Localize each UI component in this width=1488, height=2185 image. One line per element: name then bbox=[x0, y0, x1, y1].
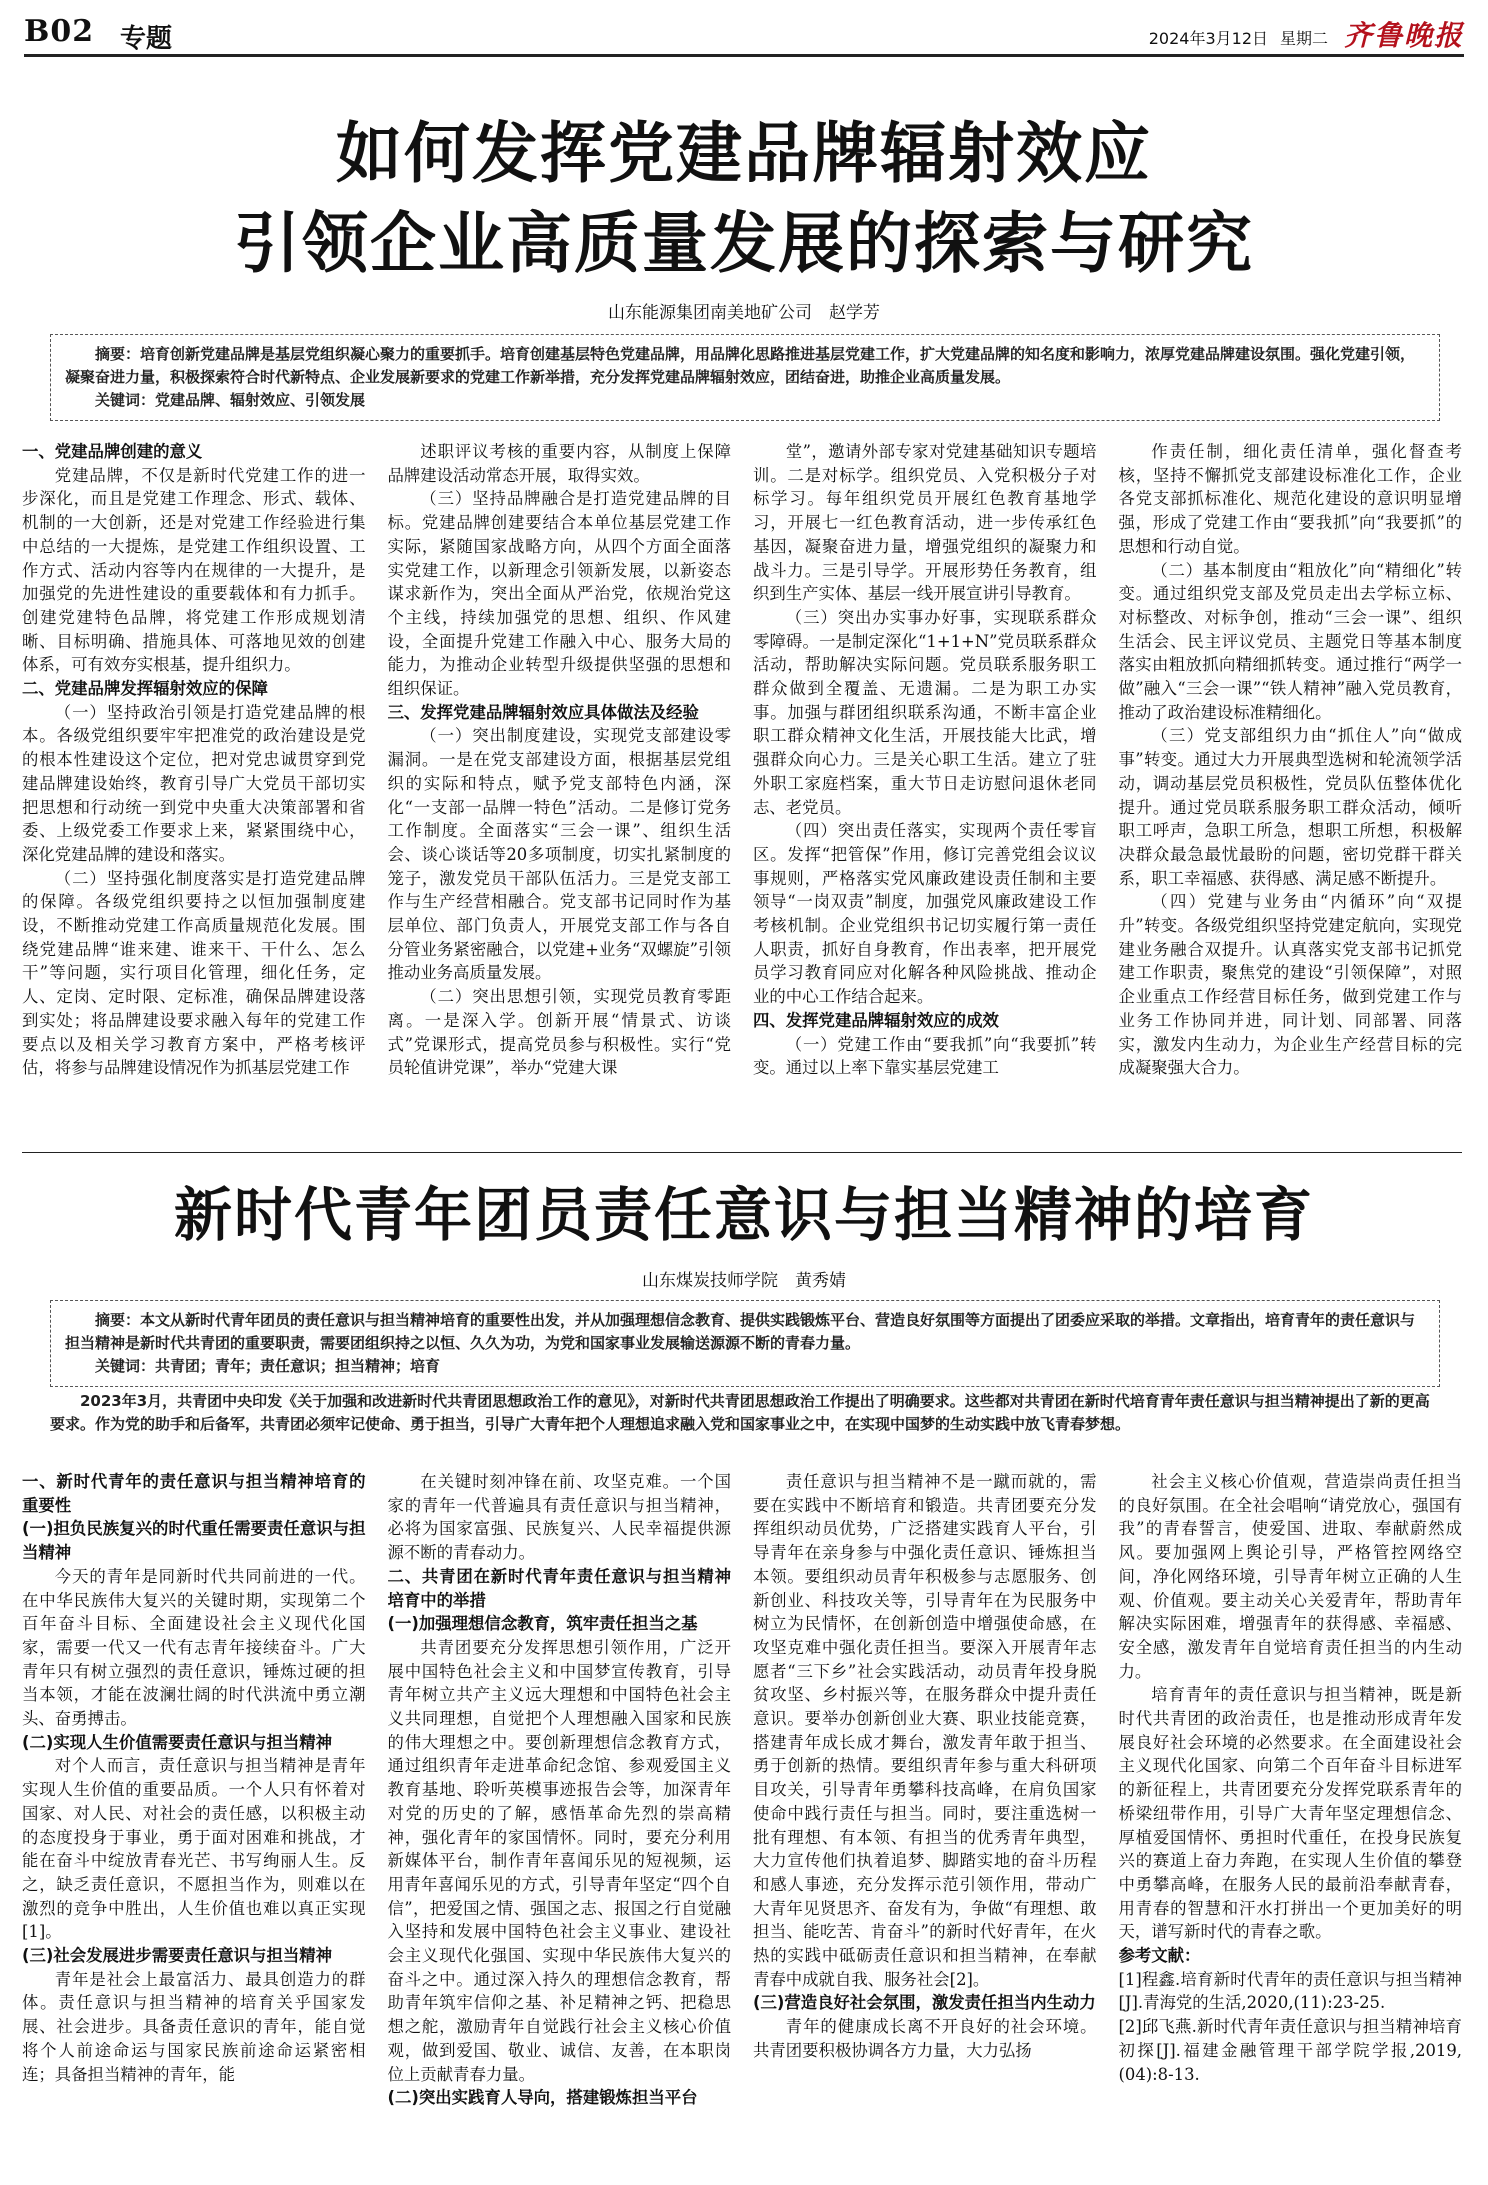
article1-byline: 山东能源集团南美地矿公司 赵学芳 bbox=[608, 303, 880, 323]
body-paragraph: （一）突出制度建设，实现党支部建设零漏洞。一是在党支部建设方面，根据基层党组织的实际和特点，赋予党支部特色内涵，深化“一支部一品牌一特色”活动。二是修订党务工作制度。全面落实“三会一课”、组织生活会、谈心谈话等20多项制度，切实扎紧制度的笼子，激发党员干部队伍活力。三是党支部工作与生产经营相融合。党支部书记同时作为基层单位、部门负责人，开展党支部工作与各自分管业务紧密融合，以党建+业务“双螺旋”引领推动业务高质量发展。 bbox=[387, 726, 731, 983]
article1-abstract-box bbox=[50, 334, 1440, 421]
article1-body bbox=[22, 440, 1462, 1142]
article2-title: 新时代青年团员责任意识与担当精神的培育 bbox=[173, 1181, 1314, 1249]
body-paragraph: （三）坚持品牌融合是打造党建品牌的目标。党建品牌创建要结合本单位基层党建工作实际，紧随国家战略方向，从四个方面全面落实党建工作，以新理念引领新发展，以新姿态谋求新作为，突出全面从严治党，依规治党这个主线，持续加强党的思想、组织、作风建设，全面提升党建工作融入中心、服务大局的能力，为推动企业转型升级提供坚强的思想和组织保证。 bbox=[387, 489, 731, 699]
reference-entry: [1]程鑫.培育新时代青年的责任意识与担当精神[J].青海党的生活,2020,(11):23-25. bbox=[1118, 1969, 1462, 2013]
article2-abstract-box bbox=[50, 1300, 1440, 1387]
article1-column-4 bbox=[1119, 440, 1463, 1142]
section-heading: 四、发挥党建品牌辐射效应的成效 bbox=[753, 1010, 999, 1030]
section-name: 专题 bbox=[120, 24, 173, 54]
page-number: B02 bbox=[24, 14, 95, 49]
body-paragraph: 堂”，邀请外部专家对党建基础知识专题培训。二是对标学。组织党员、入党积极分子对标学习。每年组织党员开展红色教育基地学习，开展七一红色教育活动，进一步传承红色基因，凝聚奋进力量，增强党组织的凝聚力和战斗力。三是引导学。开展形势任务教育，组织到生产实体、基层一线开展宣讲引导教育。 bbox=[753, 442, 1097, 604]
body-paragraph: 社会主义核心价值观，营造崇尚责任担当的良好氛围。在全社会唱响“请党放心，强国有我”的青春誓言，使爱国、进取、奉献蔚然成风。要加强网上舆论引导，严格管控网络空间，净化网络环境，引导青年树立正确的人生观、价值观。要主动关心关爱青年，帮助青年解决实际困难，增强青年的获得感、幸福感、安全感，激发青年自觉培育责任担当的内生动力。 bbox=[1118, 1472, 1462, 1681]
article2-abstract: 摘要：本文从新时代青年团员的责任意识与担当精神培育的重要性出发，并从加强理想信念教育、提供实践锻炼平台、营造良好氛围等方面提出了团委应采取的举措。文章指出，培育青年的责任意识与担当精神是新时代共青团的重要职责，需要团组织持之以恒、久久为功，为党和国家事业发展输送源源不断的青春力量。 bbox=[65, 1311, 1416, 1352]
section-heading: 一、新时代青年的责任意识与担当精神培育的重要性 bbox=[22, 1472, 366, 1515]
body-paragraph: 作责任制，细化责任清单，强化督查考核，坚持不懈抓党支部建设标准化工作，企业各党支部抓标准化、规范化建设的意识明显增强，形成了党建工作由“要我抓”向“我要抓”的思想和行动自觉。 bbox=[1118, 442, 1462, 556]
body-paragraph: 青年是社会上最富活力、最具创造力的群体。责任意识与担当精神的培育关乎国家发展、社会进步。具备责任意识的青年，能自觉将个人前途命运与国家民族前途命运紧密相连；具备担当精神的青年，能 bbox=[22, 1969, 366, 2084]
body-paragraph: 党建品牌，不仅是新时代党建工作的进一步深化，而且是党建工作理念、形式、载体、机制的一大创新，还是对党建工作经验进行集中总结的一大提炼，是党建工作组织设置、工作方式、活动内容等内在规律的一大提升，是加强党的先进性建设的重要载体和有力抓手。创建党建特色品牌，将党建工作形成规划清晰、目标明确、措施具体、可落地见效的创建体系，可有效夯实根基，提升组织力。 bbox=[22, 465, 366, 675]
article2-keywords: 关键词：共青团；青年；责任意识；担当精神；培育 bbox=[95, 1357, 441, 1375]
article-divider bbox=[22, 1152, 1462, 1153]
body-paragraph: （一）坚持政治引领是打造党建品牌的根本。各级党组织要牢牢把准党的政治建设是党的根本性建设这个定位，把对党忠诚贯穿到党建品牌建设始终，教育引导广大党员干部切实把思想和行动统一到党中央重大决策部署和省委、上级党委工作要求上来，紧紧围绕中心，深化党建品牌的建设和落实。 bbox=[22, 702, 366, 864]
section-heading: (一)担负民族复兴的时代重任需要责任意识与担当精神 bbox=[22, 1519, 366, 1563]
section-heading: (二)突出实践育人导向，搭建锻炼担当平台 bbox=[387, 2088, 698, 2108]
body-paragraph: （二）基本制度由“粗放化”向“精细化”转变。通过组织党支部及党员走出去学标立标、对标整改、对标争创，推动“三会一课”、组织生活会、民主评议党员、主题党日等基本制度落实由粗放抓向精细抓转变。通过推行“两学一做”融入“三会一课”“铁人精神”融入党员教育，推动了政治建设标准精细化。 bbox=[1118, 560, 1462, 722]
body-paragraph: （三）突出办实事办好事，实现联系群众零障碍。一是制定深化“1+1+N”党员联系群众活动，帮助解决实际问题。党员联系服务职工群众做到全覆盖、无遗漏。二是为职工办实事。加强与群团组织联系沟通，不断丰富企业职工群众精神文化生活，开展技能大比武，增强群众向心力。三是关心职工生活。建立了驻外职工家庭档案，重大节日走访慰问退休老同志、老党员。 bbox=[753, 607, 1097, 817]
masthead bbox=[24, 14, 1464, 57]
article1-column-1 bbox=[22, 440, 366, 1142]
issue-date: 2024年3月12日 bbox=[1148, 29, 1268, 48]
section-heading: 三、发挥党建品牌辐射效应具体做法及经验 bbox=[387, 702, 699, 722]
section-heading: (二)实现人生价值需要责任意识与担当精神 bbox=[22, 1732, 333, 1752]
body-paragraph: 青年的健康成长离不开良好的社会环境。共青团要积极协调各方力量，大力弘扬 bbox=[753, 2017, 1097, 2060]
article2-column-4 bbox=[1119, 1470, 1463, 2172]
reference-entry: [2]邱飞燕.新时代青年责任意识与担当精神培育初探[J].福建金融管理干部学院学报,2019,(04):8-13. bbox=[1118, 2017, 1462, 2084]
body-paragraph: 培育青年的责任意识与担当精神，既是新时代共青团的政治责任，也是推动形成青年发展良好社会环境的必然要求。在全面建设社会主义现代化国家、向第二个百年奋斗目标进军的新征程上，共青团要充分发挥党联系青年的桥梁纽带作用，引导广大青年坚定理想信念、厚植爱国情怀、勇担时代重任，在投身民族复兴的赛道上奋力奔跑，在实现人生价值的攀登中勇攀高峰，在服务人民的最前沿奉献青春，用青春的智慧和汗水打拼出一个更加美好的明天，谱写新时代的青春之歌。 bbox=[1118, 1685, 1462, 1942]
issue-weekday: 星期二 bbox=[1279, 29, 1328, 48]
section-heading: 二、党建品牌发挥辐射效应的保障 bbox=[22, 679, 268, 699]
body-paragraph: 在关键时刻冲锋在前、攻坚克难。一个国家的青年一代普遍具有责任意识与担当精神，必将为国家富强、民族复兴、人民幸福提供源源不断的青春动力。 bbox=[387, 1472, 731, 1563]
newspaper-logo: 齐鲁晚报 bbox=[1343, 19, 1464, 52]
article2-body bbox=[22, 1470, 1462, 2172]
section-heading: (一)加强理想信念教育，筑牢责任担当之基 bbox=[387, 1614, 698, 1634]
body-paragraph: （四）突出责任落实，实现两个责任零盲区。发挥“把管保”作用，修订完善党组会议议事规则，严格落实党风廉政建设责任制和主要领导“一岗双责”制度，加强党风廉政建设工作考核机制。企业党组织书记切实履行第一责任人职责，抓好自身教育，作出表率，把开展党员学习教育同应对化解各种风险挑战、推动企业的中心工作结合起来。 bbox=[753, 821, 1097, 1007]
article2-column-1 bbox=[22, 1470, 366, 2172]
article1-title-line1: 如何发挥党建品牌辐射效应 bbox=[336, 114, 1152, 192]
article1-title-line2: 引领企业高质量发展的探索与研究 bbox=[234, 204, 1254, 282]
body-paragraph: 责任意识与担当精神不是一蹴而就的，需要在实践中不断培育和锻造。共青团要充分发挥组织动员优势，广泛搭建实践育人平台，引导青年在亲身参与中强化责任意识、锤炼担当本领。要组织动员青年积极参与志愿服务、创新创业、科技攻关等，引导青年在为民服务中树立为民情怀，在创新创造中增强使命感，在攻坚克难中强化责任担当。要深入开展青年志愿者“三下乡”社会实践活动，动员青年投身脱贫攻坚、乡村振兴等，在服务群众中提升责任意识。要举办创新创业大赛、职业技能竞赛，搭建青年成长成才舞台，激发青年敢于担当、勇于创新的热情。要组织青年参与重大科研项目攻关，引导青年勇攀科技高峰，在肩负国家使命中践行责任与担当。同时，要注重选树一批有理想、有本领、有担当的优秀青年典型，大力宣传他们执着追梦、脚踏实地的奋斗历程和感人事迹，充分发挥示范引领作用，带动广大青年见贤思齐、奋发有为，争做“有理想、敢担当、能吃苦、肯奋斗”的新时代好青年，在火热的实践中砥砺责任意识和担当精神，在奉献青春中成就自我、服务社会[2]。 bbox=[753, 1472, 1097, 1989]
section-heading: (三)社会发展进步需要责任意识与担当精神 bbox=[22, 1946, 333, 1966]
body-paragraph: 共青团要充分发挥思想引领作用，广泛开展中国特色社会主义和中国梦宣传教育，引导青年树立共产主义远大理想和中国特色社会主义共同理想，自觉把个人理想融入国家和民族的伟大理想之中。要创新理想信念教育方式，通过组织青年走进革命纪念馆、参观爱国主义教育基地、聆听英模事迹报告会等，加深青年对党的历史的了解，感悟革命先烈的崇高精神，强化青年的家国情怀。同时，要充分利用新媒体平台，制作青年喜闻乐见的短视频，运用青年喜闻乐见的方式，引导青年坚定“四个自信”，把爱国之情、强国之志、报国之行自觉融入坚持和发展中国特色社会主义事业、建设社会主义现代化强国、实现中华民族伟大复兴的奋斗之中。通过深入持久的理想信念教育，帮助青年筑牢信仰之基、补足精神之钙、把稳思想之舵，激励青年自觉践行社会主义核心价值观，做到爱国、敬业、诚信、友善，在本职岗位上贡献青春力量。 bbox=[387, 1637, 731, 2084]
article2-lead: 2023年3月，共青团中央印发《关于加强和改进新时代共青团思想政治工作的意见》，对新时代共青团思想政治工作提出了明确要求。这些都对共青团在新时代培育青年责任意识与担当精神提出了新的更高要求。作为党的助手和后备军，共青团必须牢记使命、勇于担当，引导广大青年把个人理想追求融入党和国家事业之中，在实现中国梦的生动实践中放飞青春梦想。 bbox=[50, 1392, 1430, 1433]
article1-keywords: 关键词：党建品牌、辐射效应、引领发展 bbox=[95, 391, 366, 409]
body-paragraph: （二）坚持强化制度落实是打造党建品牌的保障。各级党组织要持之以恒加强制度建设，不断推动党建工作高质量规范化发展。围绕党建品牌“谁来建、谁来干、干什么、怎么干”等问题，实行项目化管理，细化任务，定人、定岗、定时限、定标准，确保品牌建设落到实处；将品牌建设要求融入每年的党建工作要点以及相关学习教育方案中，严格考核评估，将参与品牌建设情况作为抓基层党建工作 bbox=[22, 868, 366, 1078]
body-paragraph: 述职评议考核的重要内容，从制度上保障品牌建设活动常态开展，取得实效。 bbox=[387, 442, 731, 485]
body-paragraph: （四）党建与业务由“内循环”向“双提升”转变。各级党组织坚持党建定航向，实现党建业务融合双提升。认真落实党支部书记抓党建工作职责，聚焦党的建设“引领保障”，对照企业重点工作经营目标任务，做到党建工作与业务工作协同并进，同计划、同部署、同落实，激发内生动力，为企业生产经营目标的完成凝聚强大合力。 bbox=[1118, 892, 1462, 1078]
section-heading: (三)营造良好社会氛围，激发责任担当内生动力 bbox=[753, 1993, 1096, 2013]
section-heading: 参考文献： bbox=[1118, 1946, 1201, 1966]
article1-column-3 bbox=[753, 440, 1097, 1142]
article2-column-3 bbox=[753, 1470, 1097, 2172]
article1-abstract: 摘要：培育创新党建品牌是基层党组织凝心聚力的重要抓手。培育创建基层特色党建品牌，用品牌化思路推进基层党建工作，扩大党建品牌的知名度和影响力，浓厚党建品牌建设氛围。强化党建引领，凝聚奋进力量，积极探索符合时代新特点、企业发展新要求的党建工作新举措，充分发挥党建品牌辐射效应，团结奋进，助推企业高质量发展。 bbox=[65, 345, 1416, 386]
article1-column-2 bbox=[388, 440, 732, 1142]
article2-column-2 bbox=[388, 1470, 732, 2172]
body-paragraph: （三）党支部组织力由“抓住人”向“做成事”转变。通过大力开展典型选树和轮流领学活动，调动基层党员积极性，党员队伍整体优化提升。通过党员联系服务职工群众活动，倾听职工呼声，急职工所急，想职工所想，积极解决群众最急最忧最盼的问题，密切党群干群关系，职工幸福感、获得感、满足感不断提升。 bbox=[1118, 726, 1462, 888]
article2-byline: 山东煤炭技师学院 黄秀婧 bbox=[642, 1271, 846, 1291]
section-heading: 一、党建品牌创建的意义 bbox=[22, 442, 203, 461]
section-heading: 二、共青团在新时代青年责任意识与担当精神培育中的举措 bbox=[387, 1566, 731, 1610]
body-paragraph: 对个人而言，责任意识与担当精神是青年实现人生价值的重要品质。一个人只有怀着对国家、对人民、对社会的责任感，以积极主动的态度投身于事业，勇于面对困难和挑战，才能在奋斗中绽放青春光芒、书写绚丽人生。反之，缺乏责任意识，不愿担当作为，则难以在激烈的竞争中胜出，人生价值也难以真正实现[1]。 bbox=[22, 1756, 366, 1942]
body-paragraph: （二）突出思想引领，实现党员教育零距离。一是深入学。创新开展“情景式、访谈式”党课形式，提高党员参与积极性。实行“党员轮值讲党课”，举办“党建大课 bbox=[387, 987, 731, 1078]
body-paragraph: 今天的青年是同新时代共同前进的一代。在中华民族伟大复兴的关键时期，实现第二个百年奋斗目标、全面建设社会主义现代化国家，需要一代又一代有志青年接续奋斗。广大青年只有树立强烈的责任意识，锤炼过硬的担当本领，才能在波澜壮阔的时代洪流中勇立潮头、奋勇搏击。 bbox=[22, 1566, 366, 1729]
body-paragraph: （一）党建工作由“要我抓”向“我要抓”转变。通过以上率下靠实基层党建工 bbox=[753, 1034, 1097, 1078]
